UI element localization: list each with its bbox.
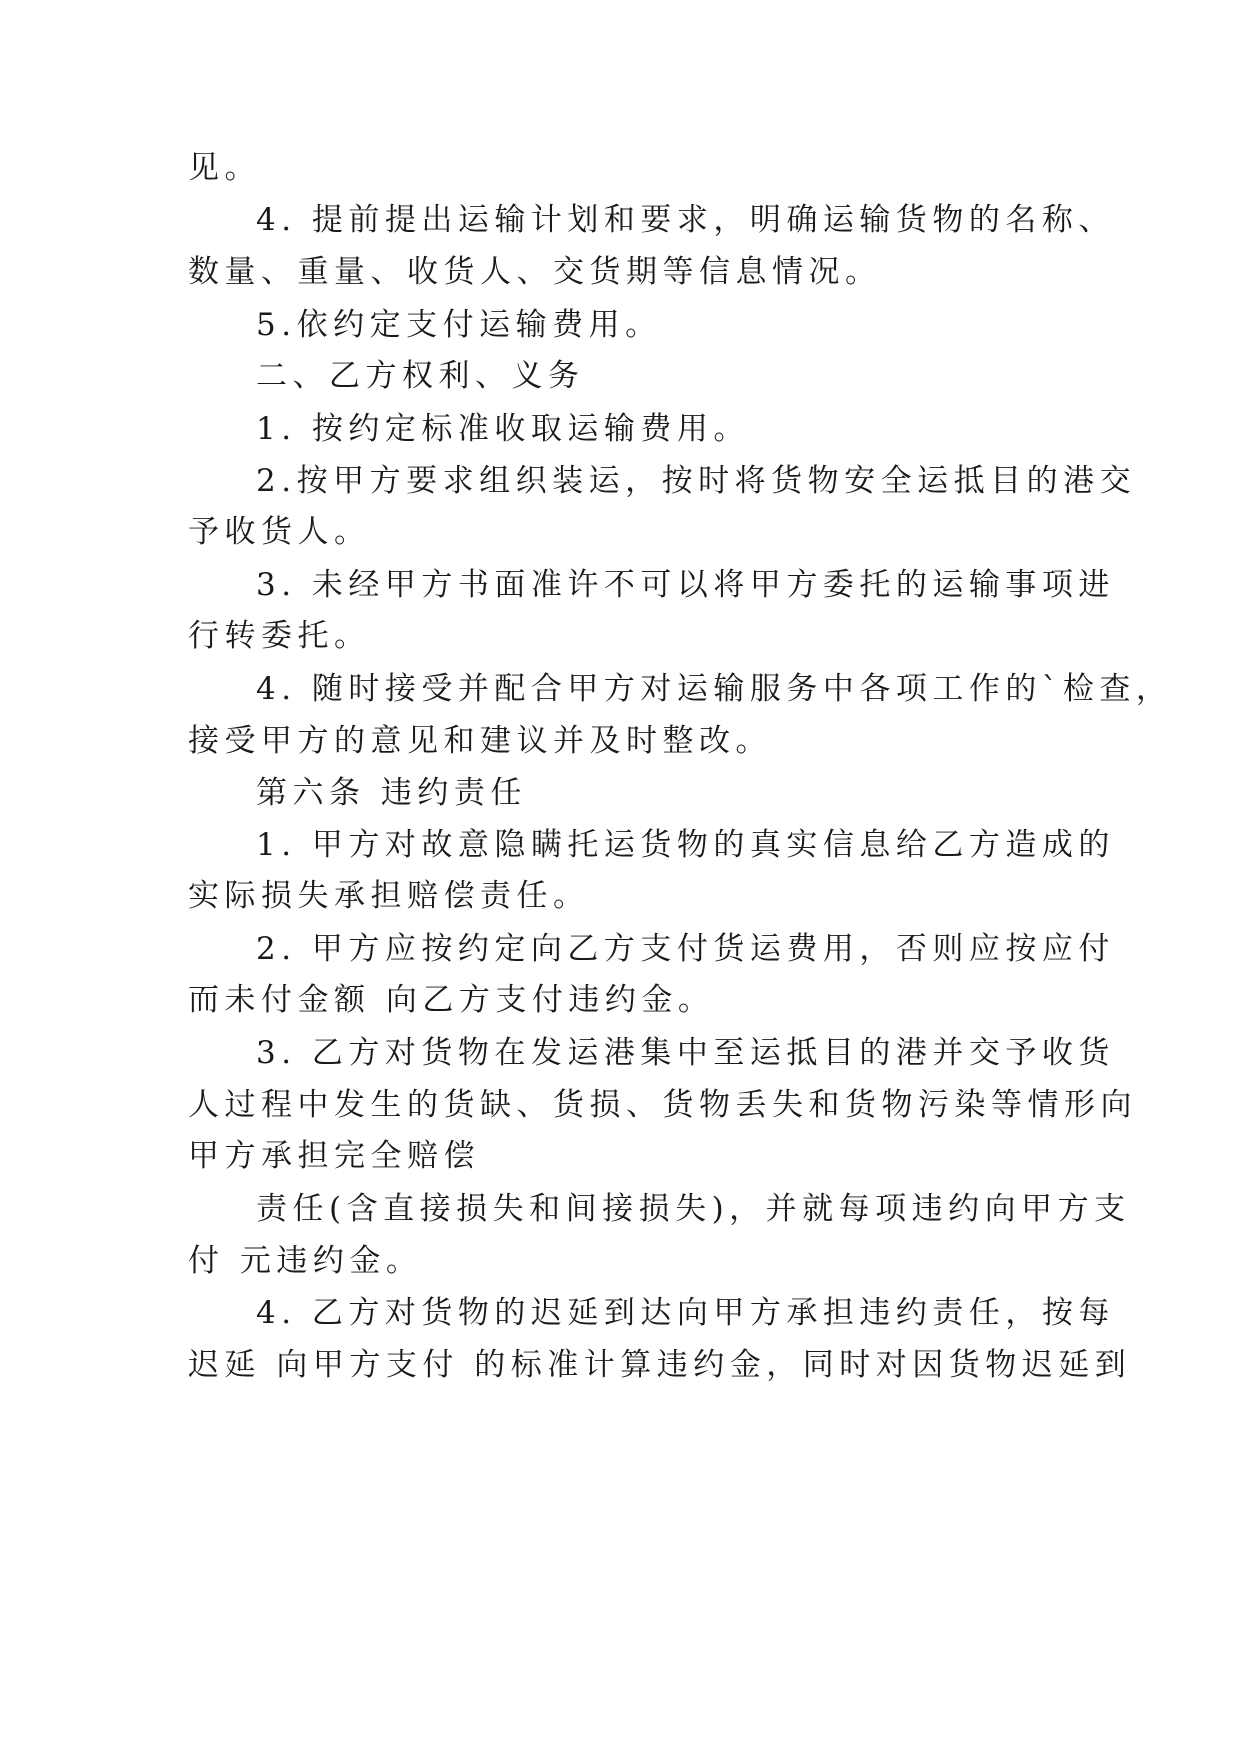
text-line: 4. 提前提出运输计划和要求，明确运输货物的名称、 xyxy=(256,202,1115,238)
text-line: 甲方承担完全赔偿 xyxy=(188,1138,480,1174)
text-line: 实际损失承担赔偿责任。 xyxy=(188,878,590,914)
article-heading: 第六条 违约责任 xyxy=(256,775,527,811)
text-line: 付 元违约金。 xyxy=(188,1243,423,1279)
text-line: 数量、重量、收货人、交货期等信息情况。 xyxy=(188,254,882,290)
text-line: 3. 未经甲方书面准许不可以将甲方委托的运输事项进 xyxy=(256,567,1115,603)
text-line: 3. 乙方对货物在发运港集中至运抵目的港并交予收货 xyxy=(256,1035,1115,1071)
text-line: 行转委托。 xyxy=(188,618,371,654)
text-line: 而未付金额 向乙方支付违约金。 xyxy=(188,982,715,1018)
text-line: 2. 甲方应按约定向乙方支付货运费用，否则应按应付 xyxy=(256,931,1115,967)
text-line: 迟延 向甲方支付 的标准计算违约金，同时对因货物迟延到 xyxy=(188,1347,1132,1383)
text-line: 接受甲方的意见和建议并及时整改。 xyxy=(188,723,772,759)
text-line: 责任(含直接损失和间接损失)，并就每项违约向甲方支 xyxy=(256,1191,1131,1227)
text-line: 2.按甲方要求组织装运，按时将货物安全运抵目的港交 xyxy=(256,463,1137,499)
text-line: 予收货人。 xyxy=(188,514,371,550)
text-line: 1. 按约定标准收取运输费用。 xyxy=(256,411,750,447)
section-heading: 二、乙方权利、义务 xyxy=(256,358,585,394)
text-line: 见。 xyxy=(188,150,261,186)
text-line: 5.依约定支付运输费用。 xyxy=(256,307,662,343)
text-line: 4. 乙方对货物的迟延到达向甲方承担违约责任，按每 xyxy=(256,1295,1115,1331)
text-line: 4. 随时接受并配合甲方对运输服务中各项工作的`检查， xyxy=(256,671,1173,707)
text-line: 人过程中发生的货缺、货损、货物丢失和货物污染等情形向 xyxy=(188,1087,1137,1123)
text-line: 1. 甲方对故意隐瞒托运货物的真实信息给乙方造成的 xyxy=(256,827,1115,863)
